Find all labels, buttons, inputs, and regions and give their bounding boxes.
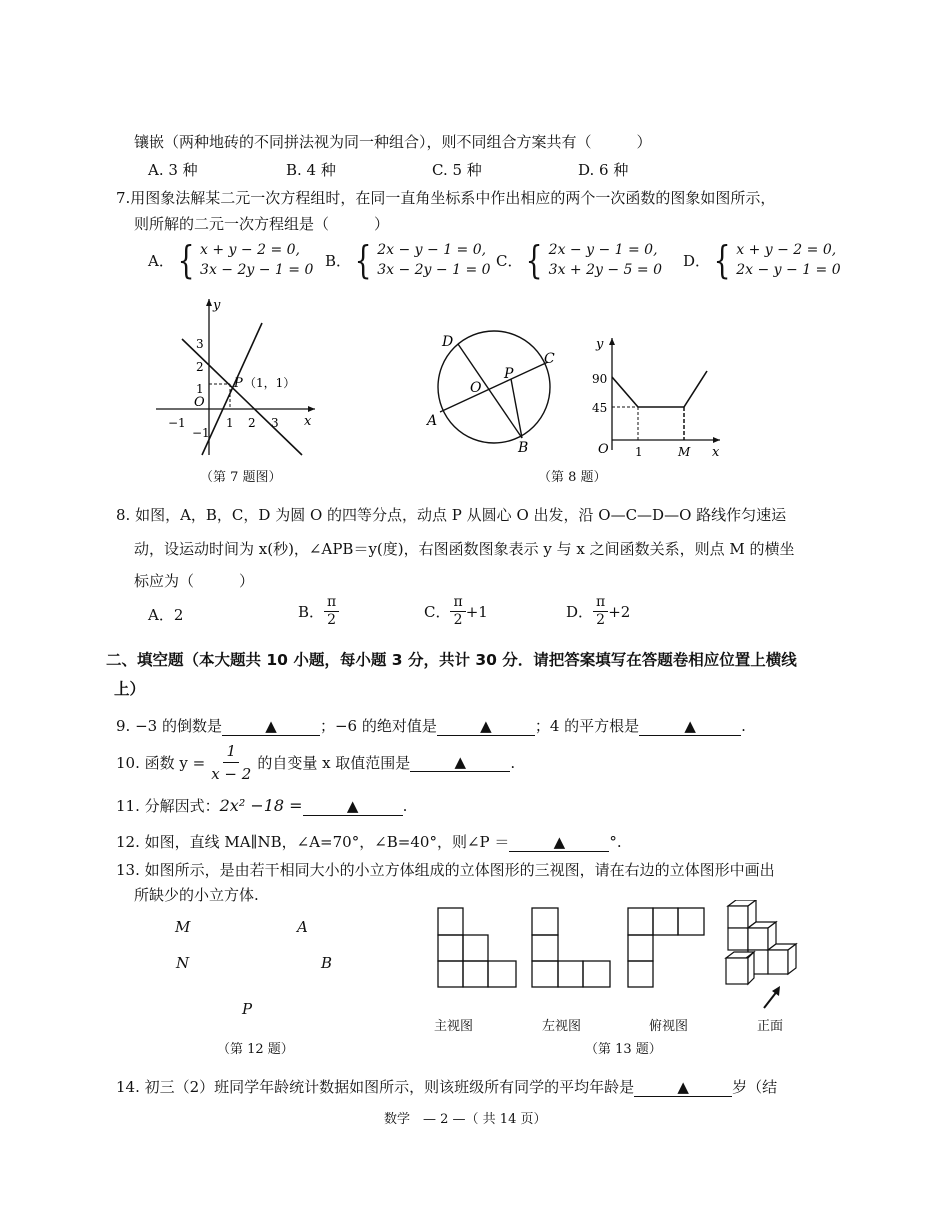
q9-part-a: 9. −3 的倒数是 (116, 717, 222, 735)
front-view (438, 908, 516, 987)
denominator: 2 (596, 612, 606, 628)
q11-period: . (402, 797, 408, 815)
q7-option-c (496, 240, 662, 280)
q6-continuation: 镶嵌（两种地砖的不同拼法视为同一种组合），则不同组合方案共有（ ） (134, 133, 652, 151)
q14-part-b: 岁（结 (732, 1078, 778, 1096)
label-p: P (504, 366, 514, 382)
q8-line2: 动，设运动时间为 x(秒)，∠APB＝y(度)，右图函数图象表示 y 与 x 之间函数关系，则点 M 的横坐 (134, 540, 795, 558)
q13-line1: 13. 如图所示，是由若干相同大小的小立方体组成的立体图形的三视图，请在右边的立体图形中画出 (116, 861, 775, 879)
fig12-label-a: A (297, 918, 308, 936)
diameter-db (458, 344, 522, 438)
fig12-label-b: B (321, 954, 333, 972)
q14-part-a: 14. 初三（2）班同学年龄统计数据如图所示，则该班级所有同学的平均年龄是 (116, 1078, 635, 1096)
fraction-pi-over-2 (324, 594, 339, 629)
solid-figure (726, 900, 796, 984)
denominator: 2 (453, 612, 463, 628)
point-p-coord: （1，1） (244, 376, 296, 390)
label-d: D (442, 334, 454, 350)
y-tick-2: 2 (196, 360, 204, 374)
answer-blank[interactable]: ▲ (437, 717, 535, 736)
view-label-left: 左视图 (542, 1019, 582, 1034)
y-axis-arrow-icon (206, 299, 212, 306)
numerator: π (450, 594, 465, 612)
q10-period: . (510, 753, 516, 772)
q9-part-b: ；−6 的绝对值是 (319, 717, 437, 735)
numerator: π (593, 594, 608, 612)
q10 (116, 740, 515, 785)
option-label: D． (683, 251, 711, 270)
origin-label: O (194, 395, 205, 410)
y-axis-arrow-icon (609, 338, 615, 345)
fig12-label-m: M (175, 918, 191, 936)
q13-line2: 所缺少的小立方体. (134, 886, 259, 904)
section-2-heading: 二、填空题（本大题共 10 小题，每小题 3 分，共计 30 分．请把答案填写在答题卷相应位置上横线 (106, 651, 797, 669)
q9-part-c: ；4 的平方根是 (534, 717, 640, 735)
label-o: O (470, 380, 482, 396)
equation-2: 2x − y − 1 = 0 (736, 262, 841, 278)
answer-blank[interactable]: ▲ (639, 717, 741, 736)
x-tick-1: 1 (226, 416, 234, 430)
q11 (116, 795, 407, 816)
option-label: C． (424, 603, 451, 621)
equation-1: 2x − y − 1 = 0, (548, 242, 658, 258)
answer-blank[interactable]: ▲ (303, 797, 403, 816)
fig12-label-n: N (176, 954, 190, 972)
q12-part-a: 12. 如图，直线 MA∥NB，∠A=70°，∠B=40°，则∠P ＝ (116, 833, 510, 851)
y-tick-3: 3 (196, 337, 204, 351)
q7-line1: 7.用图象法解某二元一次方程组时，在同一直角坐标系中作出相应的两个一次函数的图象如图所示， (116, 189, 776, 207)
label-c: C (544, 351, 555, 367)
q7-line2: 则所解的二元一次方程组是（ ） (134, 215, 390, 233)
left-view (532, 908, 610, 987)
x-tick-neg1: −1 (168, 416, 186, 430)
equation-2: 3x + 2y − 5 = 0 (548, 262, 662, 278)
brace-icon: { (526, 238, 544, 282)
answer-blank[interactable]: ▲ (410, 753, 510, 772)
option-label: B． (325, 251, 352, 270)
label-b: B (518, 440, 529, 456)
fraction-pi-over-2 (450, 594, 465, 629)
figure-12-caption: （第 12 题） (217, 1042, 294, 1057)
brace-icon: { (177, 238, 195, 282)
plus-one: +1 (465, 602, 488, 621)
figure-8-graph (590, 330, 730, 460)
x-axis-arrow-icon (308, 406, 315, 412)
point-p-label: P (234, 376, 243, 391)
x-tick-3: 3 (271, 416, 279, 430)
figure-7-graph (150, 295, 320, 460)
denominator: 2 (327, 612, 337, 628)
diameter-ac (440, 362, 548, 412)
numerator: π (324, 594, 339, 612)
q9-period: . (741, 717, 746, 735)
function-curve (612, 371, 707, 407)
view-label-front: 主视图 (434, 1019, 474, 1034)
option-label: B． (298, 603, 325, 621)
view-label-front-face: 正面 (757, 1019, 784, 1034)
x-axis-arrow-icon (713, 437, 720, 443)
q9 (116, 715, 746, 736)
equation-1: x + y − 2 = 0, (200, 242, 300, 258)
option-label: D． (566, 603, 594, 621)
y-tick-1: 1 (196, 382, 204, 396)
x-tick-2: 2 (248, 416, 256, 430)
q7-option-d (683, 240, 841, 280)
front-direction-arrow-icon (760, 984, 784, 1012)
x-label: x (304, 414, 312, 429)
y-label: y (213, 298, 221, 313)
option-label: C． (496, 251, 523, 270)
y-tick-neg1: −1 (192, 426, 210, 440)
figure-8-circle (420, 330, 570, 460)
q8-line3: 标应为（ ） (134, 572, 255, 590)
q8-option-a: A．2 (148, 606, 184, 624)
x-tick-1: 1 (635, 445, 643, 459)
top-view (628, 908, 704, 987)
q8-option-b (298, 594, 339, 629)
answer-blank[interactable]: ▲ (634, 1078, 732, 1097)
q6-option-b: B. 4 种 (286, 161, 336, 179)
equation-1: 2x − y − 1 = 0, (377, 242, 487, 258)
equation-2: 3x − 2y − 1 = 0 (200, 262, 314, 278)
brace-icon: { (354, 238, 372, 282)
q8-option-d (566, 594, 630, 629)
section-2-heading-cont: 上） (114, 680, 146, 698)
label-a: A (427, 413, 438, 429)
q6-option-a: A. 3 种 (148, 161, 198, 179)
q11-part-a: 11. 分解因式： (116, 797, 220, 815)
q8-option-c (424, 594, 488, 629)
q12-degree: °. (609, 833, 622, 851)
numerator: 1 (223, 740, 239, 763)
brace-icon: { (713, 238, 731, 282)
y-tick-90: 90 (592, 372, 608, 386)
q6-option-d: D. 6 种 (578, 161, 629, 179)
x-label: x (712, 445, 720, 460)
answer-blank[interactable]: ▲ (222, 717, 320, 736)
q7-option-b (325, 240, 491, 280)
figure-7-caption: （第 7 题图） (200, 470, 282, 485)
q10-part-b: 的自变量 x 取值范围是 (257, 754, 411, 772)
q12 (116, 831, 622, 852)
fig12-label-p: P (242, 1000, 253, 1018)
figure-8-caption: （第 8 题） (538, 470, 607, 485)
denominator: x − 2 (211, 765, 252, 783)
fraction-pi-over-2 (593, 594, 608, 629)
x-tick-m: M (678, 445, 691, 459)
equation-1: x + y − 2 = 0, (736, 242, 837, 258)
answer-blank[interactable]: ▲ (509, 833, 609, 852)
y-label: y (596, 337, 604, 352)
origin-label: O (598, 442, 609, 457)
q7-option-a (148, 240, 313, 280)
page-footer: 数学 — 2 —（ 共 14 页） (384, 1112, 547, 1127)
q6-option-c: C. 5 种 (432, 161, 482, 179)
plus-two: +2 (608, 602, 631, 621)
fraction-1-over-x-minus-2 (211, 740, 251, 785)
q10-part-a: 10. 函数 y = (116, 754, 206, 772)
figure-13-caption: （第 13 题） (585, 1042, 662, 1057)
y-tick-45: 45 (592, 401, 608, 415)
q8-line1: 8. 如图，A，B，C，D 为圆 O 的四等分点，动点 P 从圆心 O 出发，沿 O—C—D—O 路线作匀速运 (116, 506, 787, 524)
view-label-top: 俯视图 (649, 1019, 689, 1034)
option-label: A． (148, 251, 174, 270)
q14 (116, 1076, 777, 1097)
equation-2: 3x − 2y − 1 = 0 (377, 262, 491, 278)
q11-expression: 2x² −18 = (219, 796, 303, 815)
